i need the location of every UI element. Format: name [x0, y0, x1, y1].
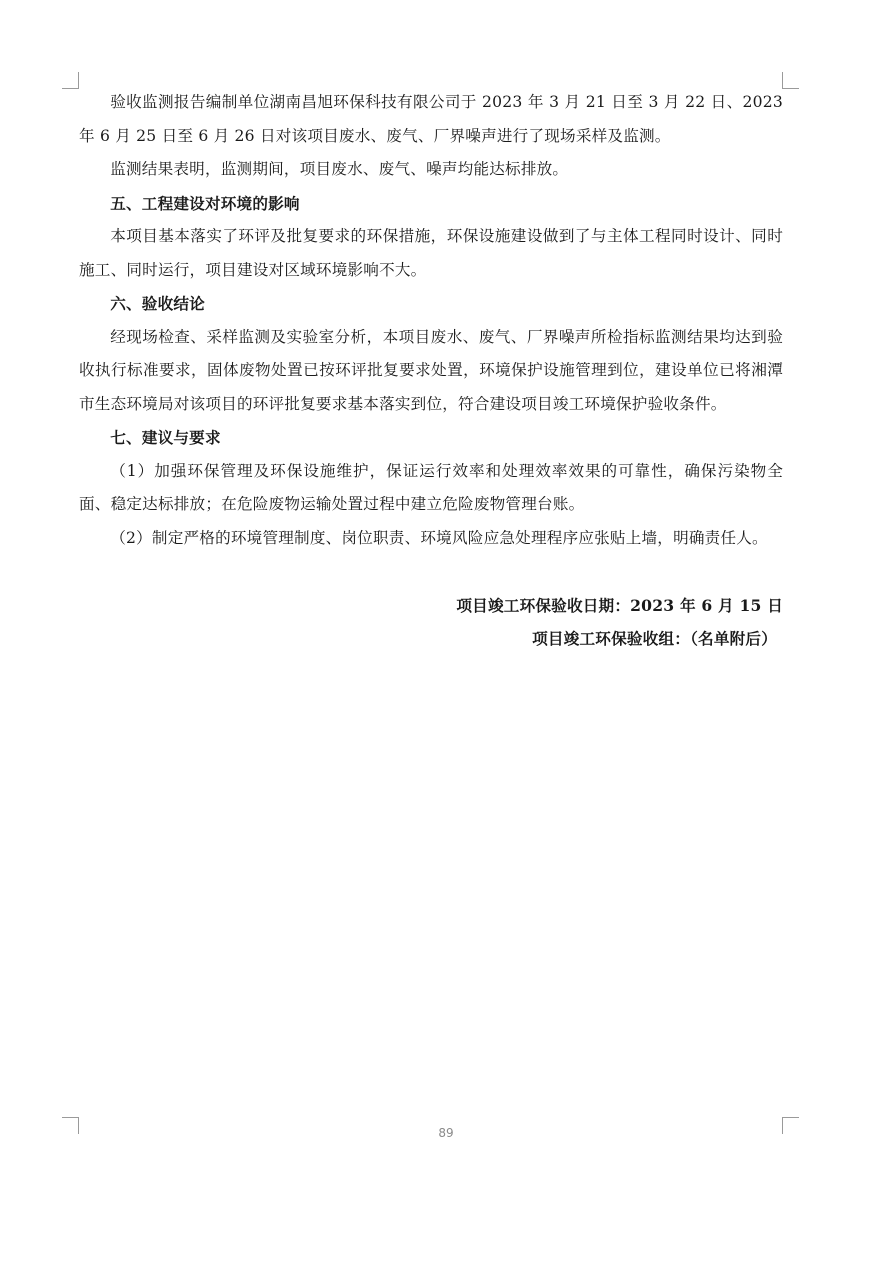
page-number: 89 — [438, 1126, 454, 1140]
section-7-item-1: （1）加强环保管理及环保设施维护，保证运行效率和处理效率效果的可靠性，确保污染物全面、稳定达标排放；在危险废物运输处置过程中建立危险废物管理台账。 — [79, 461, 783, 513]
page-corner-mark-top-left — [62, 72, 79, 89]
monitoring-result-paragraph: 监测结果表明，监测期间，项目废水、废气、噪声均能达标排放。 — [110, 160, 569, 178]
section-5-body: 本项目基本落实了环评及批复要求的环保措施，环保设施建设做到了与主体工程同时设计、同时施工、同时运行，项目建设对区域环境影响不大。 — [79, 227, 783, 279]
signature-block — [79, 589, 783, 656]
section-6-heading: 六、验收结论 — [110, 294, 205, 313]
section-7-item-2: （2）制定严格的环境管理制度、岗位职责、环境风险应急处理程序应张贴上墙，明确责任人。 — [110, 528, 768, 547]
section-5-heading: 五、工程建设对环境的影响 — [110, 193, 300, 213]
acceptance-date-line: 项目竣工环保验收日期：2023 年 6 月 15 日 — [456, 595, 783, 615]
document-body — [79, 86, 783, 656]
section-6-body: 经现场检查、采样监测及实验室分析，本项目废水、废气、厂界噪声所检指标监测结果均达到验收执行标准要求，固体废物处置已按环评批复要求处置，环境保护设施管理到位，建设单位已将湘潭市生态环境局对该项目的环评批复要求基本落实到位，符合建设项目竣工环境保护验收条件。 — [79, 327, 783, 413]
monitoring-report-paragraph: 验收监测报告编制单位湖南昌旭环保科技有限公司于 2023 年 3 月 21 日至 3 月 22 日、2023 年 6 月 25 日至 6 月 26 日对该项目废水、废气、厂界噪声进行了现场采样及监测。 — [79, 93, 783, 145]
page-corner-mark-top-right — [782, 72, 799, 89]
section-7-heading: 七、建议与要求 — [110, 428, 221, 447]
acceptance-group-line: 项目竣工环保验收组：（名单附后） — [532, 629, 777, 648]
